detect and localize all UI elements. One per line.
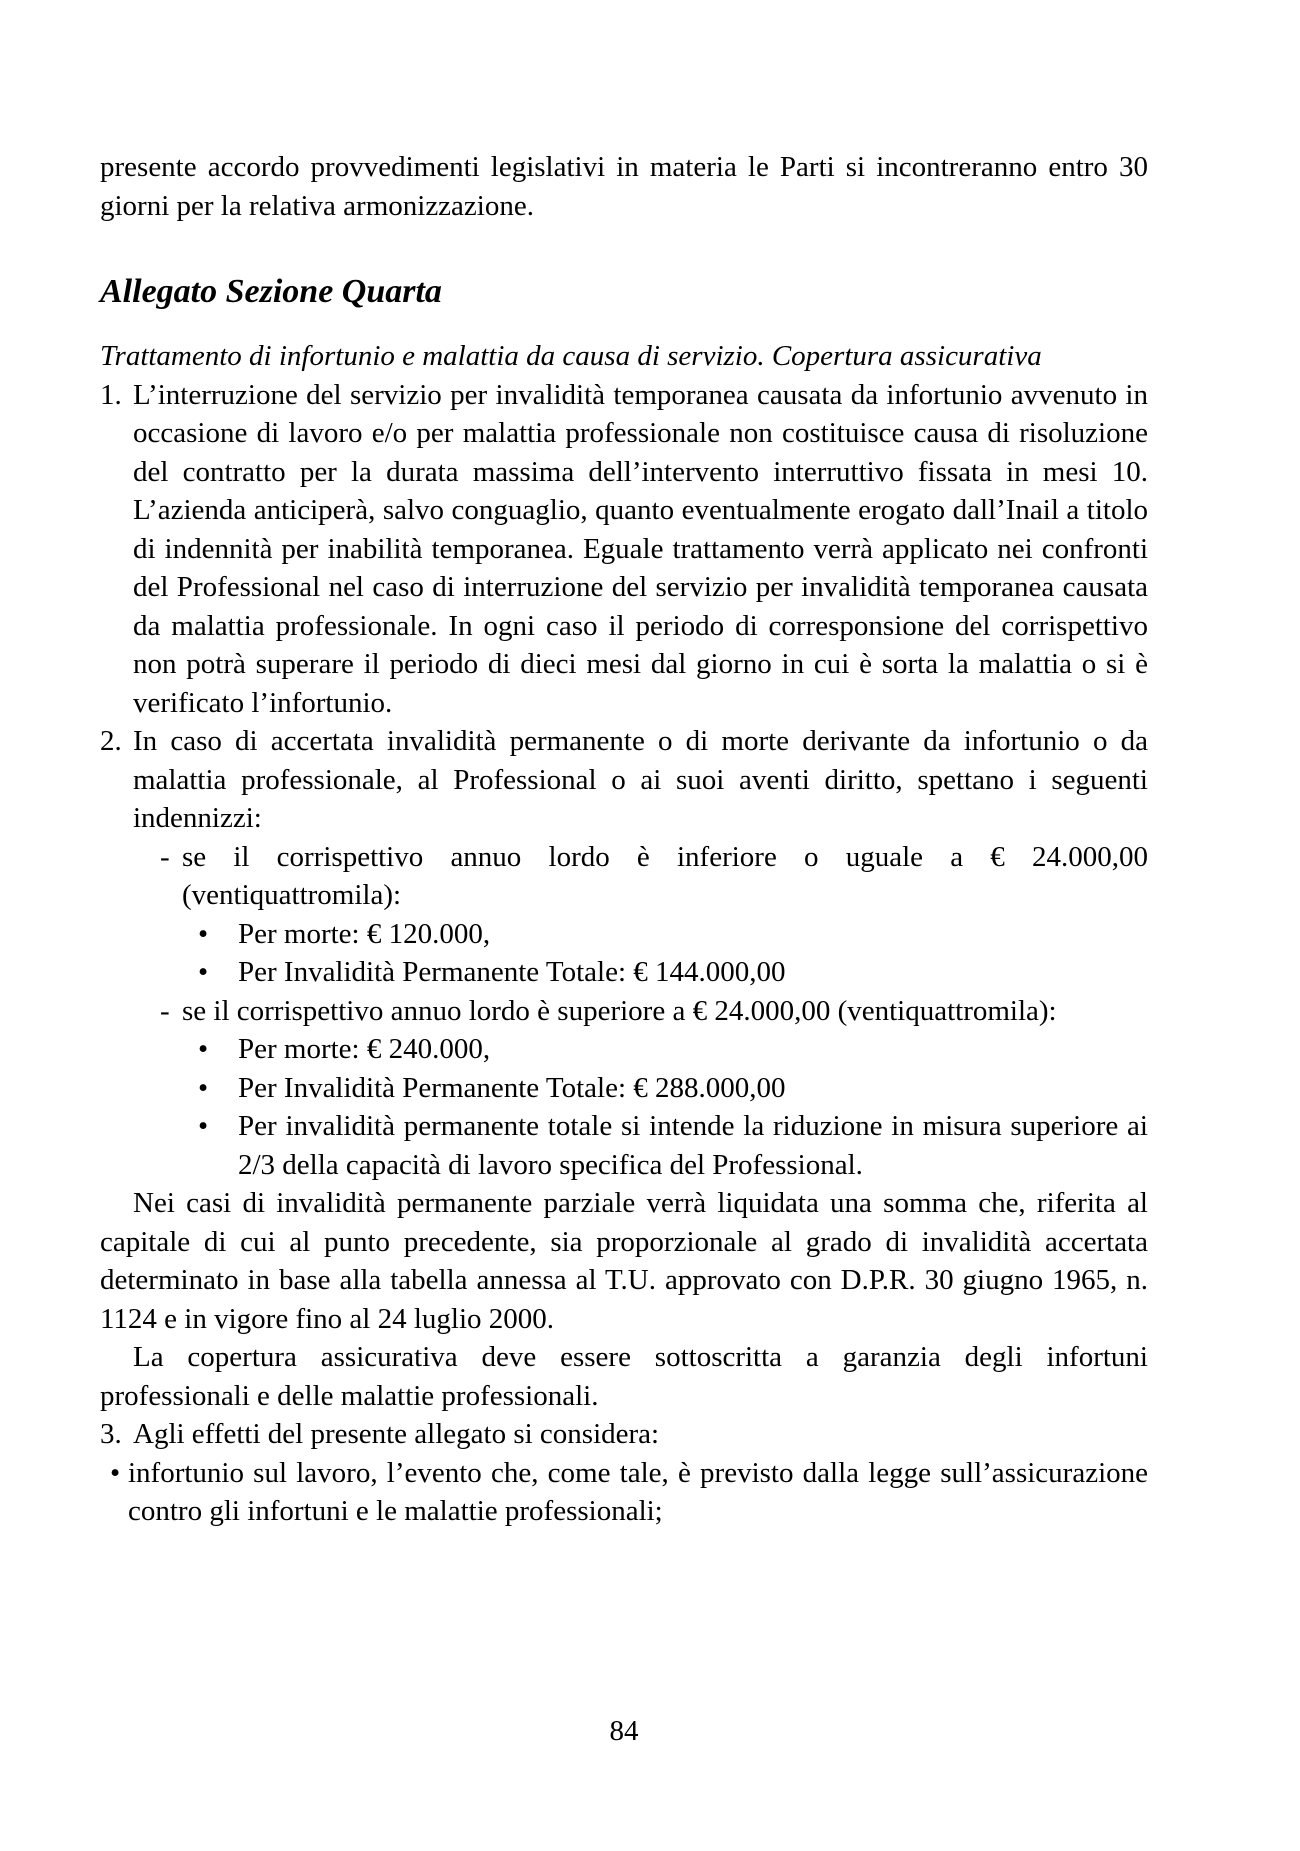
numbered-item-2	[100, 722, 1148, 838]
bullet-item-invalidita-288000-text: Per Invalidità Permanente Totale: € 288.000,00	[238, 1071, 786, 1104]
bullet-item-infortunio-sul-lavoro-text: infortunio sul lavoro, l’evento che, come tale, è previsto dalla legge sull’assicurazione contro gli infortuni e le malattie professionali;	[128, 1456, 1148, 1527]
numbered-item-2-text: In caso di accertata invalidità permanente o di morte derivante da infortunio o da malattia professionale, al Professional o ai suoi aventi diritto, spettano i seguenti indennizzi:	[133, 725, 1148, 834]
numbered-item-1-marker: 1.	[100, 378, 122, 411]
bullet-marker-icon: •	[198, 956, 209, 988]
bullet-item-morte-120000-text: Per morte: € 120.000,	[238, 917, 491, 950]
page-number: 84	[609, 1715, 639, 1747]
numbered-item-3	[100, 1415, 1148, 1454]
bullet-marker-icon: •	[198, 1071, 209, 1104]
bullet-item-definizione-invalidita-totale-text: Per invalidità permanente totale si intende la riduzione in misura superiore ai 2/3 della capacità di lavoro specifica del Professional.	[238, 1110, 1148, 1181]
numbered-item-2-marker: 2.	[100, 725, 122, 757]
bullet-marker-icon: •	[198, 917, 209, 950]
bullet-item-invalidita-288000	[100, 1069, 1148, 1108]
section-heading: Allegato Sezione Quarta	[100, 273, 442, 310]
paragraph-copertura-assicurativa: La copertura assicurativa deve essere sottoscritta a garanzia degli infortuni professionali e delle malattie professionali.	[100, 1341, 1148, 1412]
dash-item-superiore	[100, 992, 1148, 1031]
dash-item-superiore-text: se il corrispettivo annuo lordo è superiore a € 24.000,00 (ventiquattromila):	[182, 994, 1057, 1027]
bullet-item-morte-120000	[100, 915, 1148, 954]
bullet-item-morte-240000	[100, 1030, 1148, 1069]
dash-item-inferiore	[100, 838, 1148, 915]
dash-marker-icon: -	[160, 840, 170, 873]
bullet-item-infortunio-sul-lavoro	[100, 1454, 1148, 1531]
bullet-item-invalidita-144000-text: Per Invalidità Permanente Totale: € 144.000,00	[238, 956, 786, 988]
bullet-marker-icon: •	[198, 1033, 209, 1065]
numbered-item-1	[100, 376, 1148, 723]
dash-marker-icon: -	[160, 994, 170, 1027]
section-subheading: Trattamento di infortunio e malattia da causa di servizio. Copertura assicurativa	[100, 340, 1042, 372]
numbered-item-3-marker: 3.	[100, 1418, 122, 1450]
bullet-item-morte-240000-text: Per morte: € 240.000,	[238, 1033, 491, 1065]
dash-item-inferiore-text: se il corrispettivo annuo lordo è inferiore o uguale a € 24.000,00 (ventiquattromila):	[182, 840, 1148, 911]
numbered-item-1-text: L’interruzione del servizio per invalidità temporanea causata da infortunio avvenuto in occasione di lavoro e/o per malattia professionale non costituisce causa di risoluzione del contratto per la durata massima dell’intervento interruttivo fissata in mesi 10. L’azienda anticiperà, salvo conguaglio, quanto eventualmente erogato dall’Inail a titolo di indennità per inabilità temporanea. Eguale trattamento verrà applicato nei confronti del Professional nel caso di interruzione del servizio per invalidità temporanea causata da malattia professionale. In ogni caso il periodo di corresponsione del corrispettivo non potrà superare il periodo di dieci mesi dal giorno in cui è sorta la malattia o si è verificato l’infortunio.	[133, 378, 1148, 719]
paragraph-invalidita-parziale: Nei casi di invalidità permanente parziale verrà liquidata una somma che, riferita al capitale di cui al punto precedente, sia proporzionale al grado di invalidità accertata determinato in base alla tabella annessa al T.U. approvato con D.P.R. 30 giugno 1965, n. 1124 e in vigore fino al 24 luglio 2000.	[100, 1187, 1148, 1335]
intro-paragraph: presente accordo provvedimenti legislativi in materia le Parti si incontreranno entro 30 giorni per la relativa armonizzazione.	[100, 151, 1148, 222]
bullet-item-invalidita-144000	[100, 953, 1148, 992]
page-content	[100, 148, 1148, 1531]
bullet-item-definizione-invalidita-totale	[100, 1107, 1148, 1184]
bullet-marker-icon: •	[198, 1110, 209, 1142]
bullet-marker-icon: •	[110, 1456, 121, 1489]
numbered-item-3-text: Agli effetti del presente allegato si considera:	[133, 1418, 660, 1450]
